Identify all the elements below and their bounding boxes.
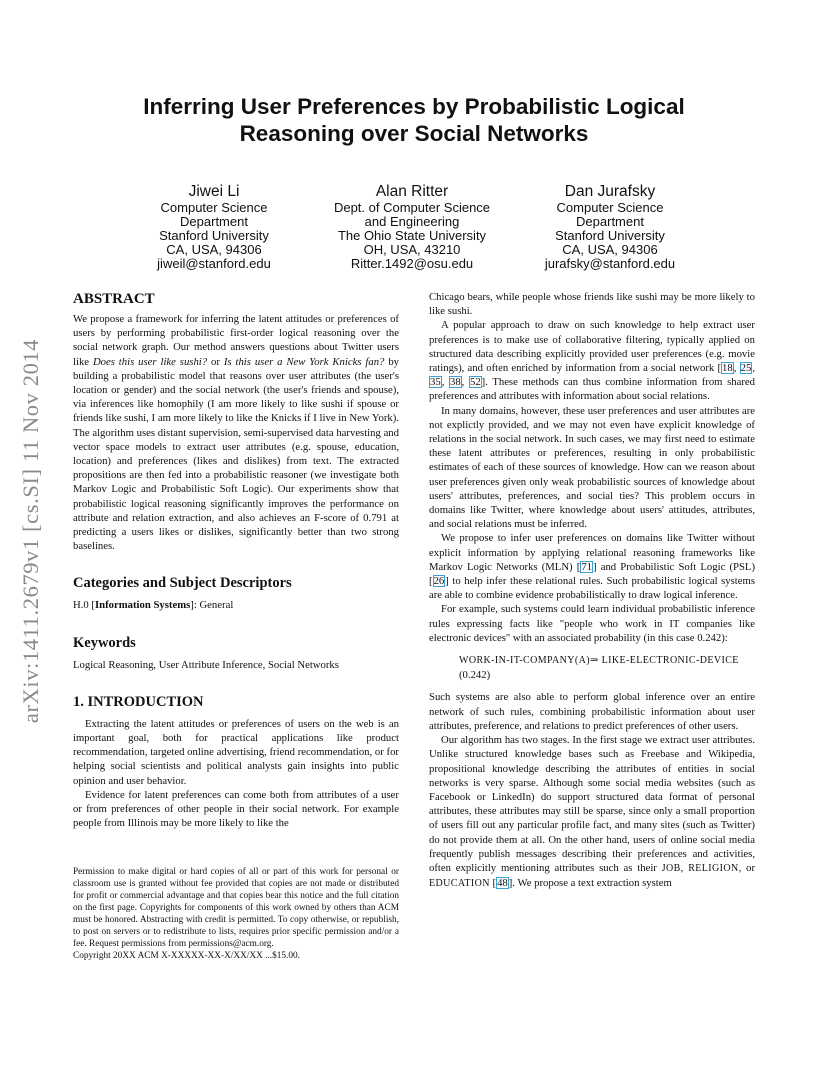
abstract-text [73,312,399,553]
text-part: ] to help infer these relational rules. Such probabilistic logical systems are able to combine evidence probabilistically to draw logical inference. [429,575,755,602]
title-line-2: Reasoning over Social Networks [239,121,589,146]
citation-link[interactable]: 25 [740,362,752,375]
author-email: jurafsky@stanford.edu [544,256,676,271]
category-name: Information Systems [94,599,191,612]
author-affiliation-line: and Engineering [364,214,460,229]
author-affiliation-line: Dept. of Computer Science [333,200,491,215]
arxiv-identifier: arXiv:1411.2679v1 [cs.SI] 11 Nov 2014 [18,338,43,724]
author-email: Ritter.1492@osu.edu [350,256,474,271]
abstract-question-2: Is this user a New York Knicks fan? [223,355,385,368]
attribute-religion: RELIGION [688,862,739,874]
text-part: ]. We propose a text extraction system [508,877,672,890]
author-name: Dan Jurafsky [564,183,656,200]
rule-formula: WORK-IN-IT-COMPANY(A)⇒ LIKE-ELECTRONIC-DEVICE [459,655,739,667]
attribute-education: EDUCATION [429,878,490,890]
abstract-text-part: We propose a framework for inferring the latent attitudes or preferences of users by performing probabilistic first-order logical reasoning over the social network graph. Our method answers questions about Twitter users like [73,313,399,368]
author-block-3 [510,183,710,271]
right-column [429,290,755,891]
abstract-heading: ABSTRACT [73,291,155,307]
right-paragraph-3: In many domains, however, these user preferences and user attributes are not explictly provided, and we may not even have explicit knowledge of relations in the social network. In such cases, we may first need to estimate these latent attributes or preferences, resulting in only probabilistic estimates of each of these sources of knowledge. How can we reason about user preferences given only weak probabilistic sources of knowledge about users' attributes, preferences, and social ties? This problem occurs in domains like Twitter, where knowledge about users' attitudes, attributes, and social relations must be inferred. [429,404,755,531]
text-part: ] and Probabilistic Soft Logic (PSL) [ [429,560,755,588]
citation-link[interactable]: 52 [469,376,481,389]
author-affiliation-line: Computer Science [556,200,664,215]
right-paragraph-2: A popular approach to draw on such knowledge to help extract user preferences is to make use of collaborative filtering, typically applied on structured data describing explicitly provided user preferences (e.g. movie ratings), and often enriched by information from a social network [18, 25, 35, 38, 52]. These methods can thus combine information from shared preferences and attributes with information about social relations. [429,319,755,403]
keywords-text: Logical Reasoning, User Attribute Inference, Social Networks [73,658,339,671]
right-paragraph-6: Such systems are also able to perform global inference over an entire network of such rules, combining probabilistic information about user attributes, preference, and relations to predict preferences of other users. [429,691,755,732]
arxiv-sidebar [6,298,56,764]
title-line-1: Inferring User Preferences by Probabilistic Logical [143,94,685,119]
author-affiliation-line: Stanford University [159,228,269,243]
citation-link[interactable]: 48 [497,877,508,890]
text-part: Our algorithm has two stages. In the first stage we extract user attributes. Unlike structured knowledge bases such as Freebase and Wikipedia, propositional knowledge describing the attributes of entities in social networks is very sparse. Although some social media websites (such as Facebook or LinkedIn) do support structured data format of personal attributes, these attributes may still be sparse, since only a small proportion of users fill out any particular profile fact, and many sites (such as Twitter) do not provide them at all. On the other hand, users of online social media frequently publish messages describing their preferences and activities, often explicitly mentioning attributes such as their [429,734,755,874]
author-name: Alan Ritter [375,183,449,200]
citation-link[interactable]: 26 [433,575,445,588]
right-paragraph-7 [429,733,755,891]
text-part: A popular approach to draw on such knowledge to help extract user preferences is to make use of collaborative filtering, typically applied on structured data describing explicitly provided user preferences (e.g. movie ratings), and often enriched by information from a social network [ [429,319,755,375]
abstract-question-1: Does this user like sushi? [92,355,208,368]
attribute-job: JOB [661,862,681,874]
permission-footnote [73,866,399,962]
inference-rule [459,654,755,682]
right-paragraph-4 [429,531,755,602]
citation-link[interactable]: 35 [430,376,441,389]
intro-paragraph-1: Extracting the latent attitudes or preferences of users on the web is an important goal, both for practical applications like product recommendation, targeted online advertising, friend recommendation, or for helping social scientists and political analysts gain insights into public opinion and user behavior. [73,717,399,787]
text-part: , [680,861,689,874]
citation-link[interactable]: 38 [449,376,461,389]
right-paragraph-1: Chicago bears, while people whose friends like sushi may be more likely to like sushi. [429,291,755,318]
right-paragraph-5: For example, such systems could learn individual probabilistic inference rules expressing facts like "people who work in IT companies like electronic devices" with an associated probability (in this case 0.242): [429,603,755,644]
categories-text [73,598,399,612]
keywords-heading: Keywords [73,634,136,651]
author-affiliation-line: CA, USA, 94306 [166,242,262,257]
categories-heading: Categories and Subject Descriptors [73,575,292,592]
text-part: ]. These methods can thus combine information from shared preferences and attributes with information about social relations. [429,376,755,403]
abstract-text-part: by building a probabilistic model that reasons over user attributes (the user's location or gender) and the social network (the user's friends and spouse), via inferences like homophily (I am more likely to like sushi if spouse or friends like sushi, I am more likely to like the Knicks if I live in New York). The algorithm uses distant supervision, semi-supervised data harvesting and vector space models to extract user attributes (e.g. spouse, education, location) and preferences (likes and dislikes) from text. The extracted propositions are then fed into a probabilistic reasoner (we investigate both Markov Logic and Probabilistic Soft Logic). Our experiments show that probabilistic logical reasoning significantly improves the performance on attribute and relation extraction, and also achieves an F-score of 0.791 at predicting a users likes or dislikes, significantly better than two strong baselines. [73,355,399,553]
permission-text: Permission to make digital or hard copies of all or part of this work for personal or classroom use is granted without fee provided that copies are not made or distributed for profit or commercial advantage and that copies bear this notice and the full citation on the first page. Copyrights for components of this work owned by others than ACM must be honored. Abstracting with credit is permitted. To copy otherwise, or republish, to post on servers or to redistribute to lists, requires prior specific permission and/or a fee. Request permissions from permissions@acm.org. [73,867,399,949]
author-affiliation-line: Department [180,214,248,229]
text-part: , or [738,861,756,874]
introduction-heading: 1. INTRODUCTION [73,693,204,710]
author-email: jiweil@stanford.edu [157,256,271,271]
author-affiliation-line: Department [576,214,644,229]
author-affiliation-line: Stanford University [555,228,665,243]
author-block-1 [114,183,314,271]
category-rest: ]: General [190,599,234,612]
abstract-text-part: or [207,355,224,368]
text-part: [ [489,877,497,890]
copyright-text: Copyright 20XX ACM X-XXXXX-XX-X/XX/XX ...$15.00. [73,951,300,961]
citation-link[interactable]: 71 [581,560,592,573]
author-affiliation-line: CA, USA, 94306 [562,242,658,257]
author-block-2 [312,183,512,271]
author-affiliation-line: OH, USA, 43210 [363,242,461,257]
paper-title [80,93,748,147]
intro-paragraph-2: Evidence for latent preferences can come both from attributes of a user or from preferences of other people in their social network. For example people from Illinois may be more likely to like the [73,788,399,830]
category-code: H.0 [ [73,599,95,612]
text-part: We propose to infer user preferences on domains like Twitter without explicit information by applying relational reasoning frameworks like Markov Logic Networks (MLN) [ [429,532,755,573]
author-affiliation-line: The Ohio State University [337,228,487,243]
citation-link[interactable]: 18 [722,362,733,375]
left-column [73,290,399,830]
rule-probability: (0.242) [459,669,491,682]
author-affiliation-line: Computer Science [160,200,268,215]
author-name: Jiwei Li [188,183,240,200]
